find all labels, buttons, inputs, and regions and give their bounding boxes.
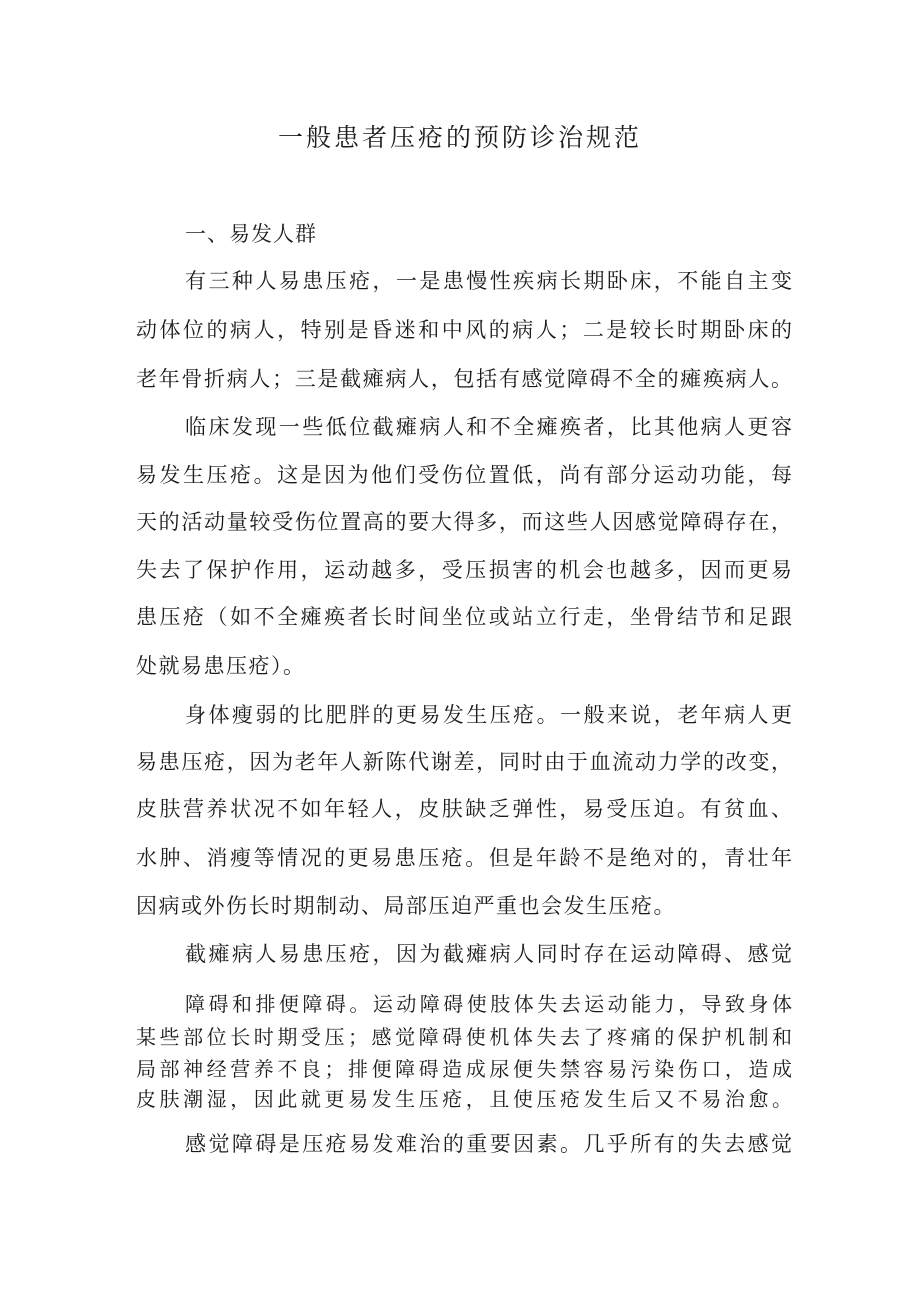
text-line: 处就易患压疮）。 — [136, 654, 306, 678]
text-line: 易患压疮，因为老年人新陈代谢差，同时由于血流动力学的改变， — [136, 750, 792, 774]
text-line: 患压疮（如不全瘫痪者长时间坐位或站立行走，坐骨结节和足跟 — [136, 605, 792, 629]
text-line: 老年骨折病人；三是截瘫病人，包括有感觉障碍不全的瘫痪病人。 — [136, 367, 792, 391]
text-line: 感觉障碍是压疮易发难治的重要因素。几乎所有的失去感觉 — [185, 1132, 792, 1156]
text-line: 障碍和排便障碍。运动障碍使肢体失去运动能力，导致身体 — [185, 992, 792, 1016]
text-line: 有三种人易患压疮，一是患慢性疾病长期卧床，不能自主变 — [185, 269, 792, 293]
text-line: 身体瘦弱的比肥胖的更易发生压疮。一般来说，老年病人更 — [185, 703, 792, 727]
text-line: 临床发现一些低位截瘫病人和不全瘫痪者，比其他病人更容 — [185, 415, 792, 439]
text-line: 天的活动量较受伤位置高的要大得多，而这些人因感觉障碍存在， — [136, 510, 792, 534]
text-line: 截瘫病人易患压疮，因为截瘫病人同时存在运动障碍、感觉 — [185, 942, 792, 966]
document-title: 一般患者压疮的预防诊治规范 — [277, 123, 642, 152]
text-line: 动体位的病人，特别是昏迷和中风的病人；二是较长时期卧床的 — [136, 318, 792, 342]
text-line: 局部神经营养不良；排便障碍造成尿便失禁容易污染伤口，造成 — [136, 1057, 792, 1081]
text-line: 易发生压疮。这是因为他们受伤位置低，尚有部分运动功能，每 — [136, 463, 792, 487]
text-line: 因病或外伤长时期制动、局部压迫严重也会发生压疮。 — [136, 894, 676, 918]
section-heading: 一、易发人群 — [185, 222, 317, 246]
text-line: 水肿、消瘦等情况的更易患压疮。但是年龄不是绝对的，青壮年 — [136, 846, 792, 870]
text-line: 某些部位长时期受压；感觉障碍使机体失去了疼痛的保护机制和 — [136, 1025, 792, 1049]
text-line: 皮肤潮湿，因此就更易发生压疮，且使压疮发生后又不易治愈。 — [136, 1087, 792, 1111]
text-line: 皮肤营养状况不如年轻人，皮肤缺乏弹性，易受压迫。有贫血、 — [136, 797, 792, 821]
text-line: 失去了保护作用，运动越多，受压损害的机会也越多，因而更易 — [136, 558, 792, 582]
